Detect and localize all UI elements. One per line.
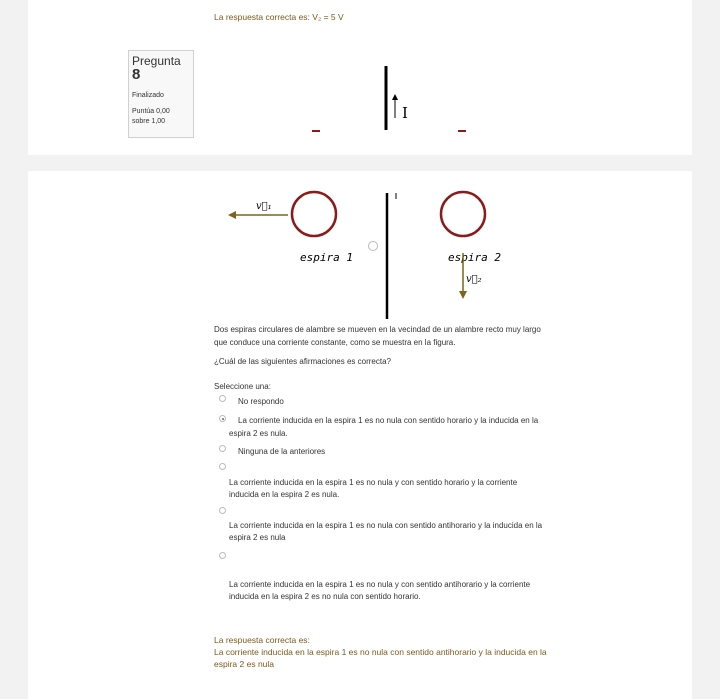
question-card-main bbox=[28, 171, 692, 699]
grade-line-1: Puntúa 0,00 bbox=[132, 108, 170, 115]
option-label-no-respondo[interactable] bbox=[238, 396, 284, 408]
option-line: inducida en la espira 2 es no nula con sentido horario. bbox=[229, 592, 421, 601]
question-number: 8 bbox=[132, 66, 141, 83]
top-figure bbox=[298, 60, 498, 140]
v1-label: v⃗₁ bbox=[256, 201, 272, 212]
option-line: La corriente inducida en la espira 1 es no nula y con sentido antihorario y la corriente bbox=[229, 580, 531, 589]
option-line: Ninguna de la anteriores bbox=[238, 447, 326, 456]
previous-correct-answer: La respuesta correcta es: V₂ = 5 V bbox=[214, 12, 344, 22]
question-label: Pregunta bbox=[132, 54, 181, 68]
v1-arrow-head bbox=[228, 211, 236, 219]
correct-answer-feedback bbox=[214, 634, 574, 670]
loop-1 bbox=[292, 192, 336, 236]
grade-line-2: sobre 1,00 bbox=[132, 118, 166, 125]
option-line: La corriente inducida en la espira 1 es no nula con sentido horario y la inducida en la bbox=[238, 416, 539, 425]
option-radio-no-respondo[interactable] bbox=[219, 395, 226, 402]
option-line: La corriente inducida en la espira 1 es no nula y con sentido horario y la corriente bbox=[229, 478, 518, 487]
option-radio-espira1-antihorario[interactable] bbox=[219, 507, 226, 514]
feedback-line-2: espira 2 es nula bbox=[214, 659, 275, 669]
question-text-line-1: Dos espiras circulares de alambre se mueven en la vecindad de un alambre recto muy largo bbox=[214, 325, 541, 334]
option-label-espira1-horario-b[interactable] bbox=[229, 477, 589, 501]
feedback-title: La respuesta correcta es: bbox=[214, 635, 310, 645]
question-text bbox=[214, 323, 594, 349]
option-label-espira1-horario[interactable] bbox=[238, 415, 598, 427]
loop-2-label: espira 2 bbox=[448, 251, 501, 264]
question-prompt: ¿Cuál de las siguientes afirmaciones es correcta? bbox=[214, 357, 391, 366]
option-line: No respondo bbox=[238, 397, 284, 406]
option-radio-espira1-horario-b[interactable] bbox=[219, 463, 226, 470]
current-label: I bbox=[402, 104, 408, 122]
option-label-espira1-antihorario[interactable] bbox=[229, 520, 609, 544]
option-radio-espira1-horario[interactable] bbox=[219, 415, 226, 422]
question-state: Finalizado bbox=[132, 92, 164, 99]
option-label-espira1-horario-cont: espira 2 es nula. bbox=[229, 429, 288, 438]
option-line: La corriente inducida en la espira 1 es no nula con sentido antihorario y la inducida en la bbox=[229, 521, 543, 530]
question-figure bbox=[218, 181, 538, 321]
current-arrow-head bbox=[392, 94, 398, 100]
question-grade bbox=[132, 107, 190, 127]
option-line: inducida en la espira 2 es nula. bbox=[229, 490, 340, 499]
option-radio-espira2-horario[interactable] bbox=[219, 552, 226, 559]
v2-arrow-head bbox=[459, 291, 467, 299]
v2-label: v⃗₂ bbox=[466, 274, 482, 285]
option-radio-ninguna[interactable] bbox=[219, 445, 226, 452]
option-label-espira2-horario[interactable] bbox=[229, 579, 589, 603]
option-line: espira 2 es nula bbox=[229, 533, 286, 542]
question-info-box bbox=[128, 50, 194, 138]
option-label-ninguna[interactable] bbox=[238, 446, 325, 458]
loop-1-label: espira 1 bbox=[300, 251, 353, 264]
figure-radio[interactable] bbox=[368, 241, 378, 251]
loop-2 bbox=[441, 192, 485, 236]
feedback-line-1: La corriente inducida en la espira 1 es no nula con sentido antihorario y la inducida en la bbox=[214, 647, 547, 657]
select-label: Seleccione una: bbox=[214, 382, 271, 391]
question-card-top bbox=[28, 0, 692, 155]
question-text-line-2: que conduce una corriente constante, como se muestra en la figura. bbox=[214, 338, 456, 347]
